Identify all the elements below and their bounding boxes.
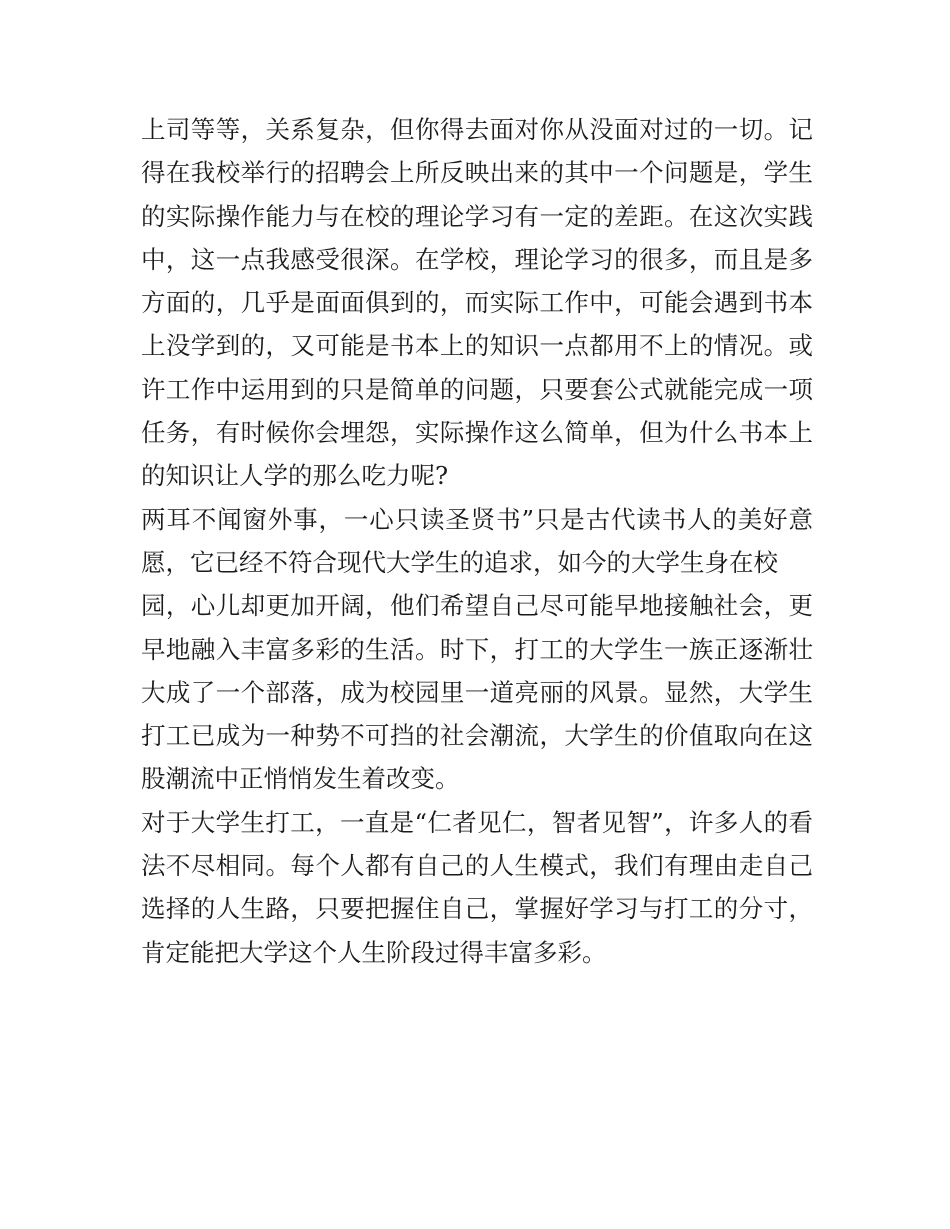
text-line: 园，心儿却更加开阔，他们希望自己尽可能早地接触社会，更: [141, 591, 813, 621]
text-line: 中，这一点我感受很深。在学校，理论学习的很多，而且是多: [141, 244, 813, 274]
text-line: 两耳不闻窗外事，一心只读圣贤书”只是古代读书人的美好意: [141, 504, 813, 534]
text-line: 选择的人生路，只要把握住自己，掌握好学习与打工的分寸，: [141, 894, 813, 924]
text-line: 任务，有时候你会埋怨，实际操作这么简单，但为什么书本上: [141, 418, 813, 448]
text-line: 方面的，几乎是面面俱到的，而实际工作中，可能会遇到书本: [141, 288, 813, 318]
text-line: 许工作中运用到的只是简单的问题，只要套公式就能完成一项: [141, 374, 813, 404]
paragraph-3: [141, 801, 813, 974]
text-line: 愿，它已经不符合现代大学生的追求，如今的大学生身在校: [141, 547, 778, 577]
text-line: 股潮流中正悄悄发生着改变。: [141, 764, 460, 794]
text-line: 上没学到的，又可能是书本上的知识一点都用不上的情况。或: [141, 331, 813, 361]
text-line: 肯定能把大学这个人生阶段过得丰富多彩。: [141, 937, 607, 967]
text-line: 早地融入丰富多彩的生活。时下，打工的大学生一族正逐渐壮: [141, 634, 813, 664]
text-line: 上司等等，关系复杂，但你得去面对你从没面对过的一切。记: [141, 115, 813, 144]
text-line: 大成了一个部落，成为校园里一道亮丽的风景。显然，大学生: [141, 677, 813, 707]
paragraph-1: [141, 108, 813, 498]
text-line: 打工已成为一种势不可挡的社会潮流，大学生的价值取向在这: [141, 721, 813, 751]
paragraph-2: [141, 498, 813, 801]
text-line: 对于大学生打工，一直是“仁者见仁，智者见智”，许多人的看: [141, 807, 813, 837]
text-line: 的知识让人学的那么吃力呢?: [141, 461, 449, 491]
text-line: 的实际操作能力与在校的理论学习有一定的差距。在这次实践: [141, 201, 813, 231]
text-line: 得在我校举行的招聘会上所反映出来的其中一个问题是，学生: [141, 158, 813, 188]
document-body: [141, 108, 813, 974]
text-line: 法不尽相同。每个人都有自己的人生模式，我们有理由走自己: [141, 851, 813, 881]
